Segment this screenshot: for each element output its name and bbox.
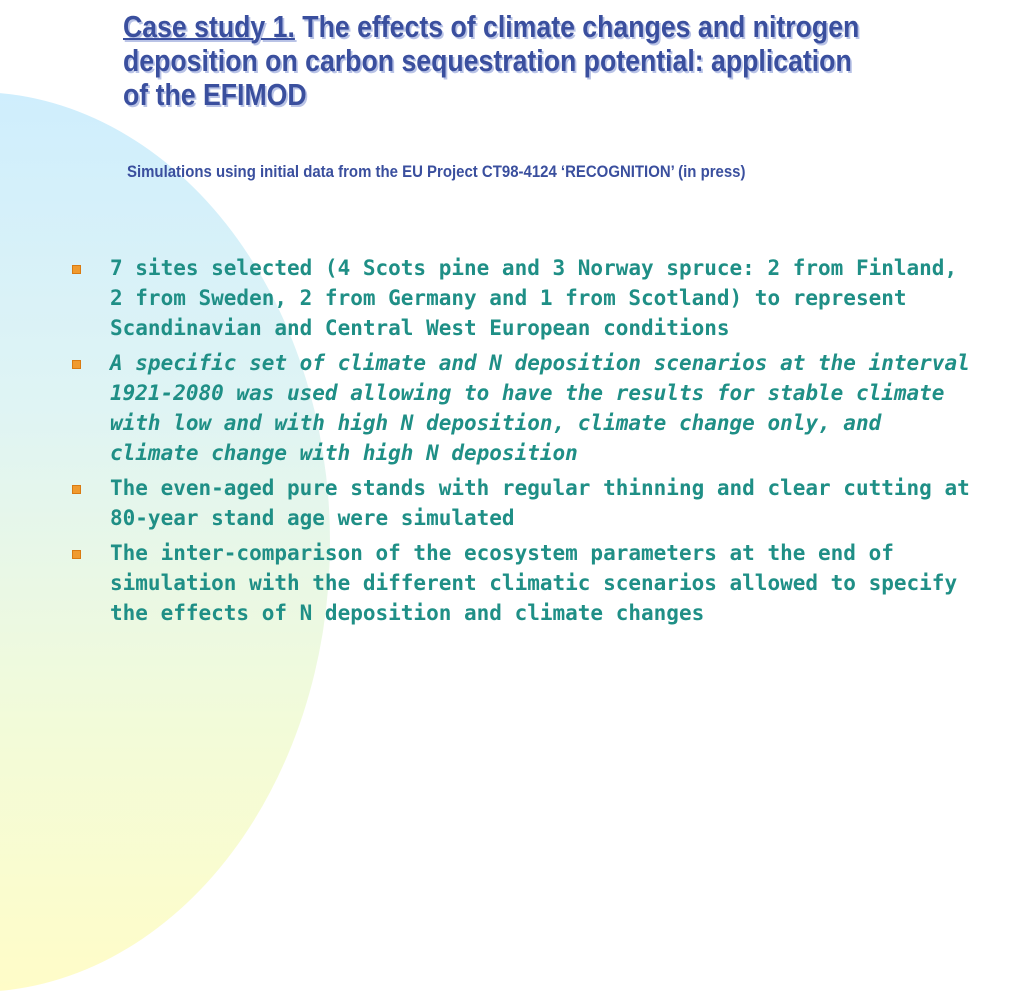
title-case-label: Case study 1. — [123, 9, 295, 44]
bullet-text: The even-aged pure stands with regular thinning and clear cutting at 80-year stand age were simulated — [110, 476, 970, 530]
bullet-text: 7 sites selected (4 Scots pine and 3 Norway spruce: 2 from Finland, 2 from Sweden, 2 from Germany and 1 from Scotland) to represent Scandinavian and Central West European conditions — [110, 256, 958, 340]
bullet-item-scenarios — [68, 348, 978, 468]
bullet-text: A specific set of climate and N deposition scenarios at the interval 1921-2080 was used allowing to have the results for stable climate with low and with high N deposition, climate change only, and climate change with high N deposition — [110, 351, 970, 465]
title-text: The effects of climate changes and nitrogen deposition on carbon sequestration potential: application of the EFIMOD — [123, 9, 860, 112]
square-bullet-icon — [72, 550, 81, 559]
slide-subtitle: Simulations using initial data from the EU Project CT98-4124 ‘RECOGNITION’ (in press) — [127, 162, 746, 181]
bullet-item-comparison — [68, 538, 978, 628]
bullet-item-stands — [68, 473, 978, 533]
square-bullet-icon — [72, 360, 81, 369]
square-bullet-icon — [72, 265, 81, 274]
square-bullet-icon — [72, 485, 81, 494]
bullet-list — [68, 253, 978, 633]
bullet-item-sites — [68, 253, 978, 343]
slide-title — [123, 10, 880, 112]
bullet-text: The inter-comparison of the ecosystem parameters at the end of simulation with the different climatic scenarios allowed to specify the effects of N deposition and climate changes — [110, 541, 958, 625]
